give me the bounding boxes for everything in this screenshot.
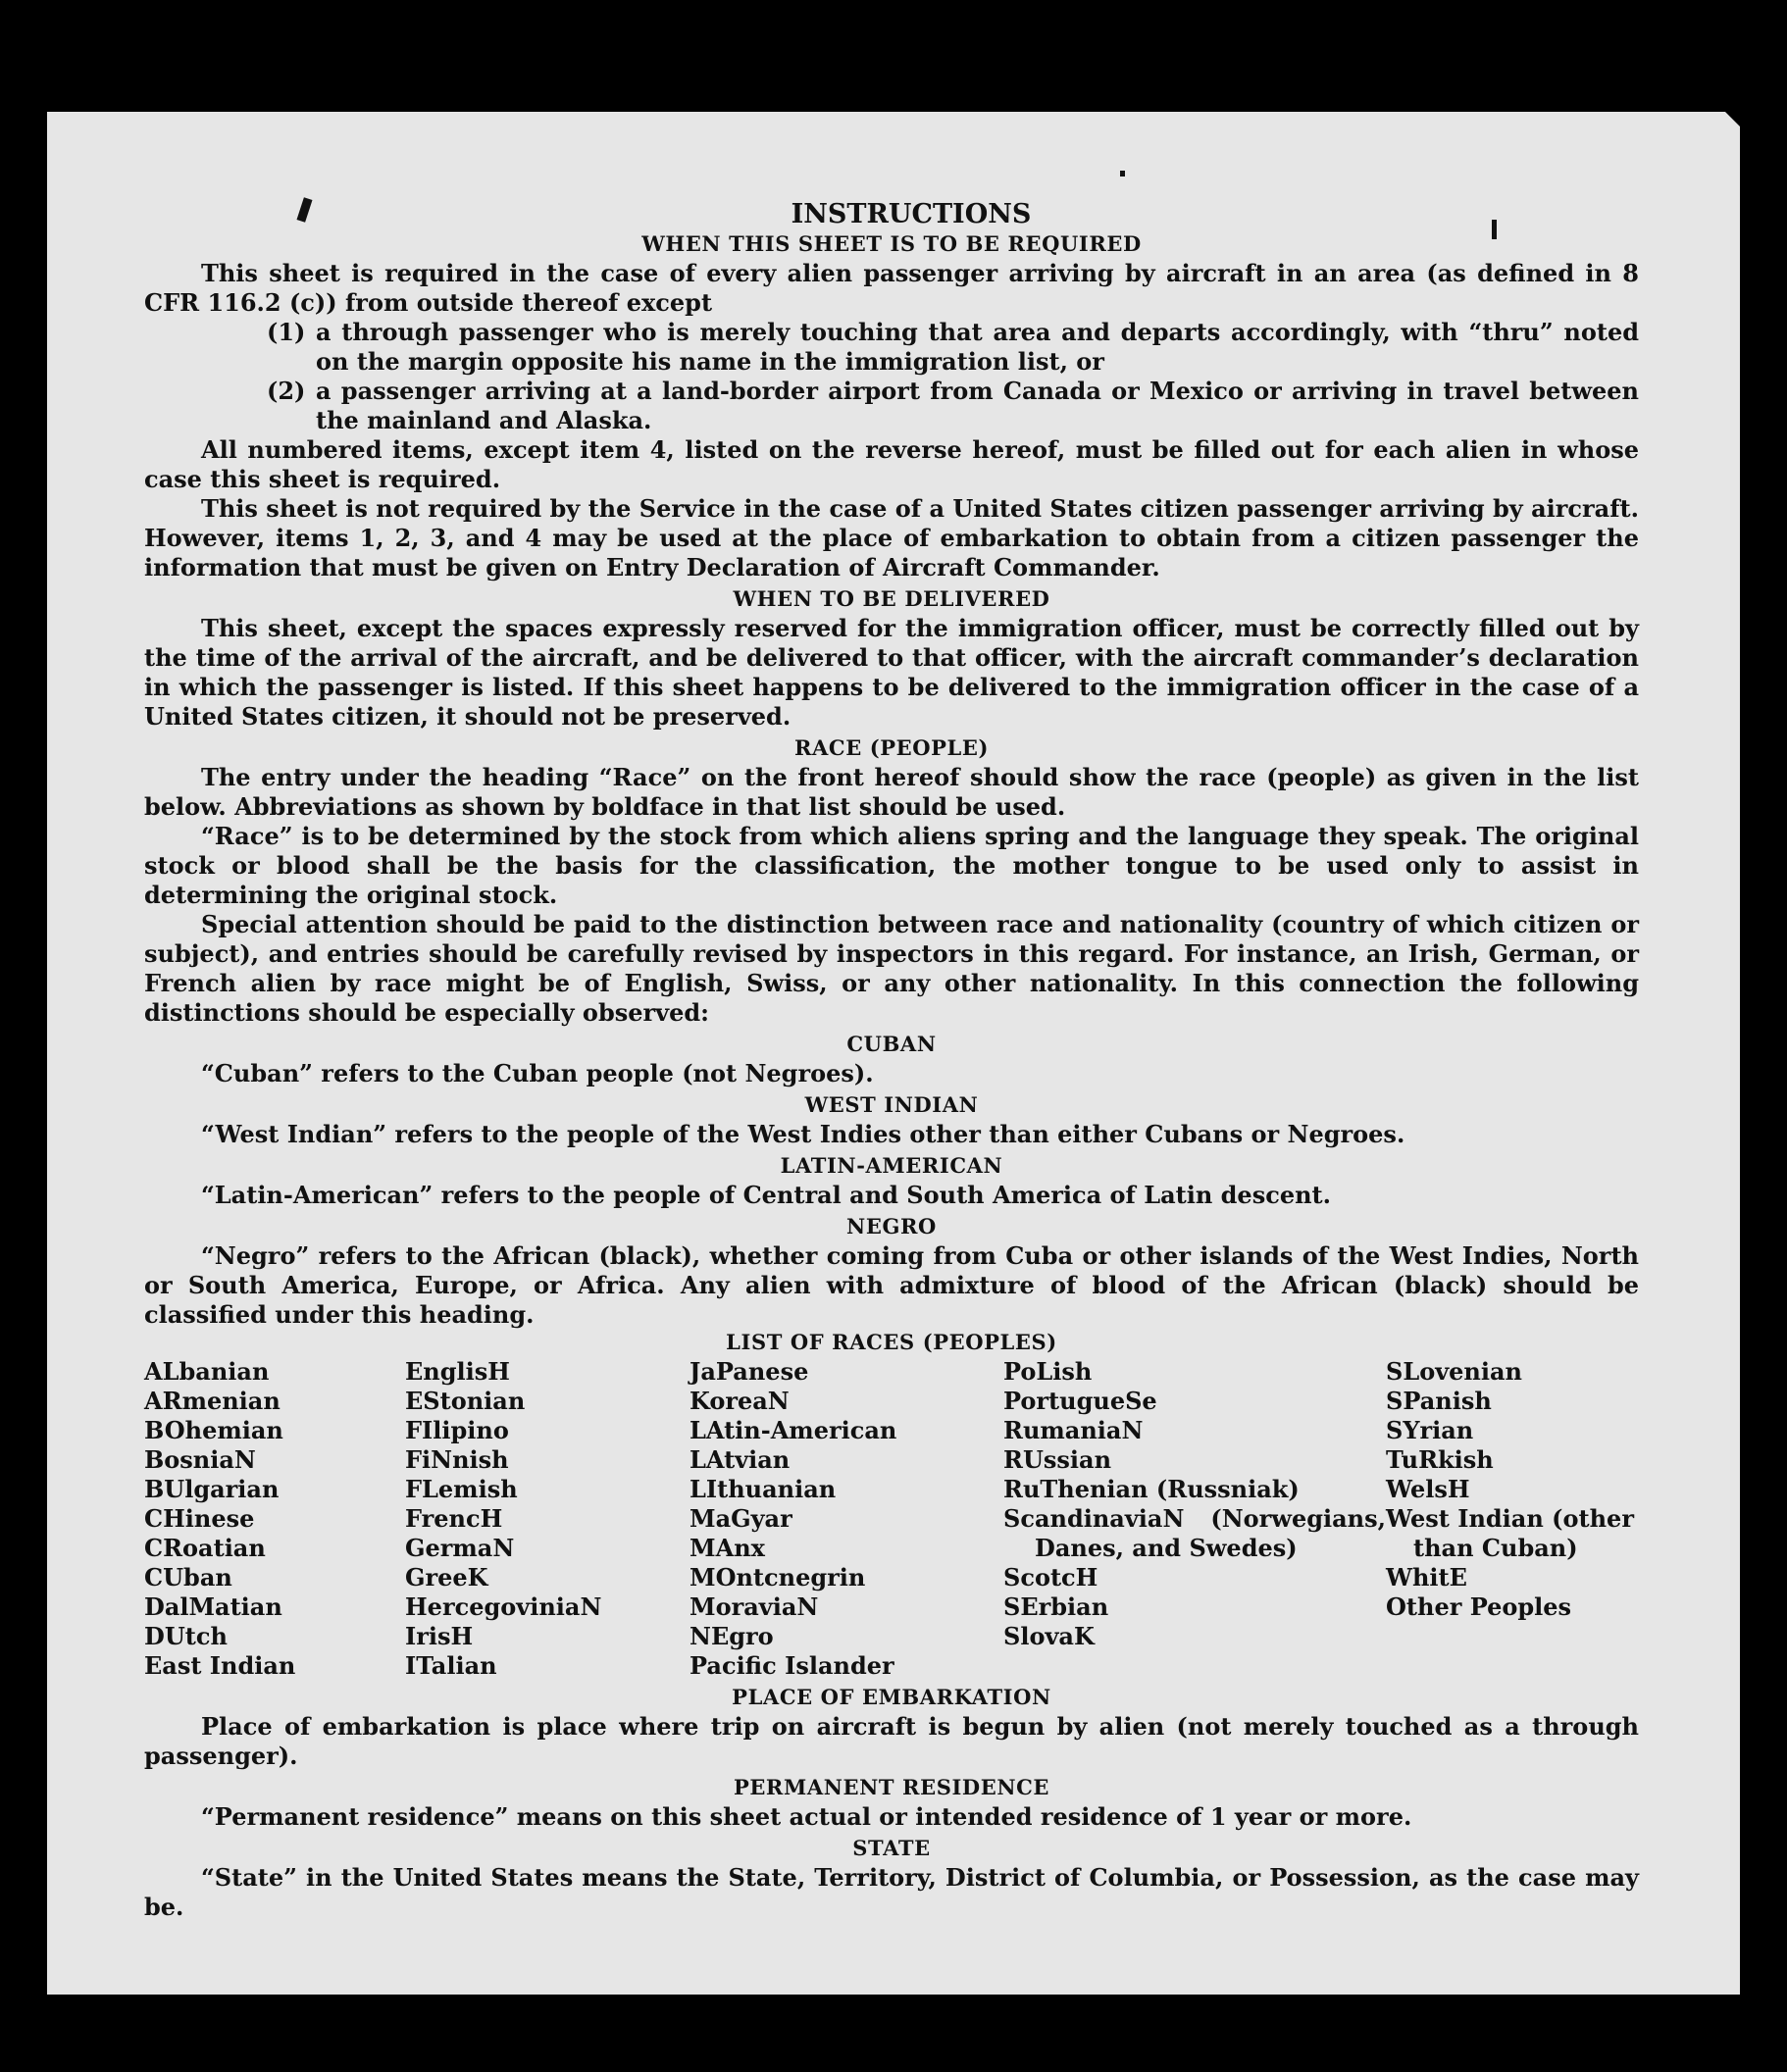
race-item: BUlgarian [144,1475,280,1503]
race-item: CUban [144,1563,232,1592]
paragraph: “West Indian” refers to the people of the West Indies other than either Cubans or Negroes. [201,1120,1405,1148]
section-heading: STATE [852,1836,931,1860]
race-item: WhitE [1386,1563,1467,1592]
race-column [405,1357,689,1681]
race-item: LAtin-American [689,1416,897,1444]
section-heading: WHEN THIS SHEET IS TO BE REQUIRED [641,231,1142,256]
paragraph: Place of embarkation is place where trip on aircraft is begun by alien (not merely touched as a through passenger). [144,1712,1639,1770]
race-item: ARmenian [144,1387,281,1415]
paragraph: The entry under the heading “Race” on the front hereof should show the race (people) as given in the list below. Abbreviations as shown by boldface in that list should be used. [144,763,1639,821]
paragraph: Special attention should be paid to the distinction between race and nationality (country of which citizen or subject), and entries should be carefully revised by inspectors in this regard. For instance, an Irish, German, or French alien by race might be of English, Swiss, or any other nationality. In this connection the following distinctions should be especially observed: [144,910,1639,1027]
paragraph: This sheet, except the spaces expressly reserved for the immigration officer, must be correctly filled out by the time of the arrival of the aircraft, and be delivered to that officer, with the aircraft commander’s declaration in which the passenger is listed. If this sheet happens to be delivered to the immigration officer in the case of a United States citizen, it should not be preserved. [144,614,1639,731]
list-number: (2) [267,377,306,405]
race-item: SPanish [1386,1387,1492,1415]
paragraph: “Permanent residence” means on this sheet actual or intended residence of 1 year or more. [201,1802,1412,1831]
section-heading: LATIN-AMERICAN [780,1153,1003,1178]
race-item: DUtch [144,1622,228,1650]
race-item: MoraviaN [689,1592,819,1621]
race-item: EnglisH [405,1357,510,1386]
page-title: INSTRUCTIONS [791,199,1032,229]
section-heading: RACE (PEOPLE) [793,735,990,760]
race-item: SYrian [1386,1416,1474,1444]
race-item: ALbanian [144,1357,270,1386]
ink-mark [1120,171,1125,177]
list-text: a through passenger who is merely touching that area and departs accordingly, with “thru” noted on the margin opposite his name in the immigration list, or [316,318,1639,376]
race-item: BOhemian [144,1416,283,1444]
race-list [144,1357,1639,1681]
race-item: LIthuanian [689,1475,837,1503]
race-item: ScotcH [1003,1563,1098,1592]
list-item [144,318,1639,377]
race-item: MaGyar [689,1504,792,1533]
race-item: HercegoviniaN [405,1592,602,1621]
race-item: MAnx [689,1534,765,1562]
paragraph: “State” in the United States means the State, Territory, District of Columbia, or Possession, as the case may be. [144,1863,1639,1921]
race-item: ITalian [405,1651,497,1680]
race-item: EStonian [405,1387,526,1415]
race-item: Other Peoples [1386,1592,1572,1621]
race-item: GermaN [405,1534,515,1562]
race-item: JaPanese [689,1357,809,1386]
section-heading: NEGRO [846,1214,937,1238]
section-heading: LIST OF RACES (PEOPLES) [726,1330,1057,1354]
race-column [1003,1357,1386,1681]
paragraph: “Race” is to be determined by the stock from which aliens spring and the language they speak. The original stock or blood shall be the basis for the classification, the mother tongue to be used only to assist in determining the original stock. [144,822,1639,909]
paragraph: “Cuban” refers to the Cuban people (not Negroes). [201,1059,874,1087]
race-column [689,1357,1003,1681]
race-item: FLemish [405,1475,518,1503]
list-text: a passenger arriving at a land-border airport from Canada or Mexico or arriving in travel between the mainland and Alaska. [316,377,1639,434]
race-item: East Indian [144,1651,296,1680]
instructions-text [144,198,1639,1922]
race-item: GreeK [405,1563,488,1592]
race-item: RUssian [1003,1445,1112,1474]
race-item: CRoatian [144,1534,266,1562]
race-item: DalMatian [144,1592,282,1621]
race-item: ScandinaviaN (Norwegians, Danes, and Swedes) [1003,1504,1386,1562]
race-item: FIlipino [405,1416,509,1444]
race-item: NEgro [689,1622,774,1650]
paragraph: This sheet is required in the case of every alien passenger arriving by aircraft in an area (as defined in 8 CFR 116.2 (c)) from outside thereof except [144,259,1639,317]
race-item: IrisH [405,1622,474,1650]
paragraph: All numbered items, except item 4, listed on the reverse hereof, must be filled out for each alien in whose case this sheet is required. [144,435,1639,493]
race-item: Pacific Islander [689,1651,894,1680]
race-item: LAtvian [689,1445,791,1474]
race-item: SLovenian [1386,1357,1522,1386]
section-heading: WEST INDIAN [804,1092,979,1117]
race-item: RuThenian (Russniak) [1003,1475,1300,1503]
race-item: BosniaN [144,1445,256,1474]
race-column [144,1357,405,1681]
race-item: KoreaN [689,1387,790,1415]
section-heading: PLACE OF EMBARKATION [732,1685,1051,1709]
paragraph: This sheet is not required by the Service in the case of a United States citizen passenger arriving by aircraft. However, items 1, 2, 3, and 4 may be used at the place of embarkation to obtain from a citizen passenger the information that must be given on Entry Declaration of Aircraft Commander. [144,494,1639,581]
section-heading: PERMANENT RESIDENCE [733,1775,1050,1799]
race-item: WelsH [1386,1475,1470,1503]
section-heading: CUBAN [846,1032,937,1056]
race-item: PortugueSe [1003,1387,1157,1415]
list-item [144,377,1639,435]
race-item: SlovaK [1003,1622,1095,1650]
race-item: SErbian [1003,1592,1109,1621]
race-item: RumaniaN [1003,1416,1144,1444]
race-item: FiNnish [405,1445,509,1474]
section-heading: WHEN TO BE DELIVERED [733,586,1050,611]
race-item: FrencH [405,1504,503,1533]
race-item: West Indian (other than Cuban) [1386,1504,1634,1562]
race-item: CHinese [144,1504,255,1533]
race-item: MOntcnegrin [689,1563,866,1592]
race-item: TuRkish [1386,1445,1494,1474]
list-number: (1) [267,318,306,346]
race-item: PoLish [1003,1357,1093,1386]
paragraph: “Negro” refers to the African (black), whether coming from Cuba or other islands of the West Indies, North or South America, Europe, or Africa. Any alien with admixture of blood of the African (black) should be classified under this heading. [144,1241,1639,1329]
race-column [1386,1357,1639,1681]
paragraph: “Latin-American” refers to the people of Central and South America of Latin descent. [201,1181,1331,1209]
